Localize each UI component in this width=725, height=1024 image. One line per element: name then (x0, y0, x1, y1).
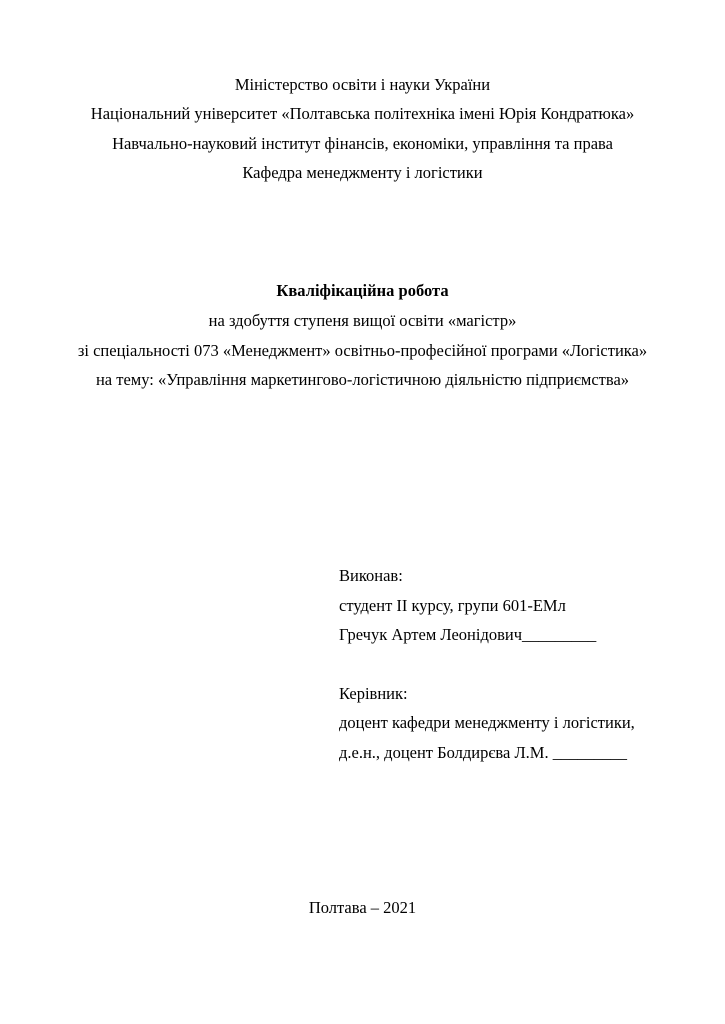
degree-line: на здобуття ступеня вищої освіти «магістр» (208, 311, 517, 330)
specialty-line: зі спеціальності 073 «Менеджмент» освітньо-професійної програми «Логістика» (77, 341, 648, 360)
city-year: Полтава – 2021 (308, 898, 417, 917)
student-name: Гречук Артем Леонідович_________ (339, 625, 597, 644)
department-line: Кафедра менеджменту і логістики (242, 163, 483, 182)
topic-line: на тему: «Управління маркетингово-логістичною діяльністю підприємства» (95, 370, 630, 389)
student-info: студент ІІ курсу, групи 601-ЕМл (339, 596, 566, 615)
document-title: Кваліфікаційна робота (276, 281, 449, 300)
author-label: Виконав: (339, 566, 403, 585)
institute-line: Навчально-науковий інститут фінансів, економіки, управління та права (112, 134, 613, 153)
university-line: Національний університет «Полтавська політехніка імені Юрія Кондратюка» (90, 104, 635, 123)
supervisor-position: доцент кафедри менеджменту і логістики, (339, 713, 635, 732)
supervisor-label: Керівник: (339, 684, 408, 703)
supervisor-name: д.е.н., доцент Болдирєва Л.М. _________ (339, 743, 627, 762)
ministry-line: Міністерство освіти і науки України (234, 75, 491, 94)
